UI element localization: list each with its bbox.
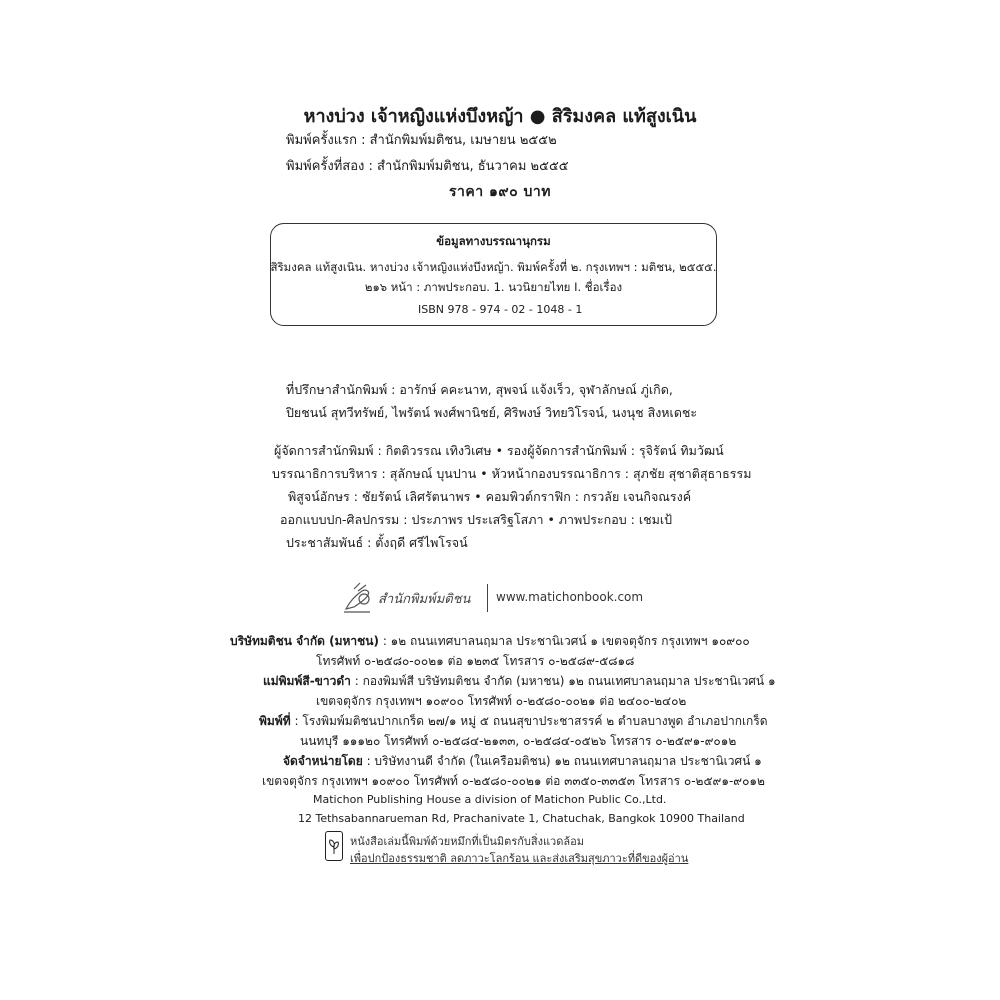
manager-line: ผู้จัดการสำนักพิมพ์ : กิตติวรรณ เทิงวิเศษ • รองผู้จัดการสำนักพิมพ์ : รุจิรัตน์ ทิมวัฒน์ <box>274 443 724 458</box>
distributor-line <box>283 752 762 771</box>
advisors-line-1: ที่ปรึกษาสำนักพิมพ์ : อารักษ์ คคะนาท, สุพจน์ แจ้งเร็ว, จุฬาลักษณ์ ภู่เกิด, <box>286 382 673 397</box>
cataloging-heading: ข้อมูลทางบรรณานุกรม <box>436 234 551 248</box>
second-print-info: พิมพ์ครั้งที่สอง : สำนักพิมพ์มติชน, ธันวาคม ๒๕๕๕ <box>286 159 569 174</box>
distributor-phone: เขตจตุจักร กรุงเทพฯ ๑๐๙๐๐ โทรศัพท์ ๐-๒๕๘๐-๐๐๒๑ ต่อ ๓๓๕๐-๓๓๕๓ โทรสาร ๐-๒๕๙๑-๙๐๑๒ <box>262 774 765 788</box>
cataloging-line-2: ๒๑๖ หน้า : ภาพประกอบ. 1. นวนิยายไทย I. ชื่อเรื่อง <box>364 280 623 294</box>
isbn: ISBN 978 - 974 - 02 - 1048 - 1 <box>418 303 583 316</box>
printer-line <box>259 712 768 731</box>
eco-note-1: หนังสือเล่มนี้พิมพ์ด้วยหมึกที่เป็นมิตรกับสิ่งแวดล้อม <box>350 835 584 848</box>
design-line: ออกแบบปก-ศิลปกรรม : ประภาพร ประเสริฐโสภา • ภาพประกอบ : เชมเป้ <box>280 512 673 527</box>
distributor-text: : บริษัทงานดี จำกัด (ในเครือมติชน) ๑๒ ถนนเทศบาลนฤมาล ประชานิเวศน์ ๑ <box>362 754 762 768</box>
plate-label: แม่พิมพ์สี-ขาวดำ <box>263 674 351 688</box>
plate-line <box>263 672 776 691</box>
pr-line: ประชาสัมพันธ์ : ตั้งฤดี ศรีไพโรจน์ <box>286 535 468 550</box>
plate-phone: เขตจตุจักร กรุงเทพฯ ๑๐๙๐๐ โทรศัพท์ ๐-๒๕๘๐-๐๐๒๑ ต่อ ๒๔๐๐-๒๔๐๒ <box>316 694 687 708</box>
editorial-line: บรรณาธิการบริหาร : สุลักษณ์ บุนปาน • หัวหน้ากองบรรณาธิการ : สุภชัย สุชาติสุธาธรรม <box>272 466 752 481</box>
price: ราคา ๑๙๐ บาท <box>448 184 552 200</box>
english-address: 12 Tethsabannarueman Rd, Prachanivate 1, Chatuchak, Bangkok 10900 Thailand <box>298 812 745 825</box>
company-line <box>230 632 750 651</box>
website-link[interactable]: www.matichonbook.com <box>496 590 644 604</box>
printer-label: พิมพ์ที่ <box>259 714 291 728</box>
eco-note-2: เพื่อปกป้องธรรมชาติ ลดภาวะโลกร้อน และส่งเสริมสุขภาวะที่ดีของผู้อ่าน <box>350 852 689 865</box>
logo-divider <box>487 584 488 612</box>
leaf-book-icon <box>325 831 343 861</box>
printer-text: : โรงพิมพ์มติชนปากเกร็ด ๒๗/๑ หมู่ ๕ ถนนสุขาประชาสรรค์ ๒ ตำบลบางพูด อำเภอปากเกร็ด <box>290 714 768 728</box>
company-text: : ๑๒ ถนนเทศบาลนฤมาล ประชานิเวศน์ ๑ เขตจตุจักร กรุงเทพฯ ๑๐๙๐๐ <box>379 634 750 648</box>
company-label: บริษัทมติชน จำกัด (มหาชน) <box>230 634 379 648</box>
company-phone: โทรศัพท์ ๐-๒๕๘๐-๐๐๒๑ ต่อ ๑๒๓๕ โทรสาร ๐-๒๕๘๙-๕๘๑๘ <box>316 654 635 668</box>
cataloging-line-1: สิริมงคล แท้สูงเนิน. หางบ่วง เจ้าหญิงแห่งบึงหญ้า. พิมพ์ครั้งที่ ๒. กรุงเทพฯ : มติชน, ๒๕๕๕. <box>270 260 717 274</box>
english-publisher: Matichon Publishing House a division of Matichon Public Co.,Ltd. <box>313 793 667 806</box>
distributor-label: จัดจำหน่ายโดย <box>283 754 363 768</box>
plate-text: : กองพิมพ์สี บริษัทมติชน จำกัด (มหาชน) ๑๒ ถนนเทศบาลนฤมาล ประชานิเวศน์ ๑ <box>350 674 776 688</box>
printer-phone: นนทบุรี ๑๑๑๒๐ โทรศัพท์ ๐-๒๕๘๔-๒๑๓๓, ๐-๒๕๘๔-๐๕๒๖ โทรสาร ๐-๒๕๙๑-๙๐๑๒ <box>300 734 737 748</box>
pen-hand-icon <box>340 579 480 615</box>
logo-brand-text: สำนักพิมพ์มติชน <box>378 592 471 607</box>
proofreading-line: พิสูจน์อักษร : ชัยรัตน์ เลิศรัตนาพร • คอมพิวต์กราฟิก : กรวลัย เจนกิจณรงค์ <box>288 489 692 504</box>
first-print-info: พิมพ์ครั้งแรก : สำนักพิมพ์มติชน, เมษายน ๒๕๕๒ <box>286 133 557 148</box>
book-title: หางบ่วง เจ้าหญิงแห่งบึงหญ้า ● สิริมงคล แท้สูงเนิน <box>303 106 697 127</box>
matichon-logo <box>340 579 480 615</box>
advisors-line-2: ปิยชนน์ สุทวีทรัพย์, ไพรัตน์ พงศ์พานิชย์, ศิริพงษ์ วิทยวิโรจน์, นงนุช สิงหเดชะ <box>286 405 698 420</box>
